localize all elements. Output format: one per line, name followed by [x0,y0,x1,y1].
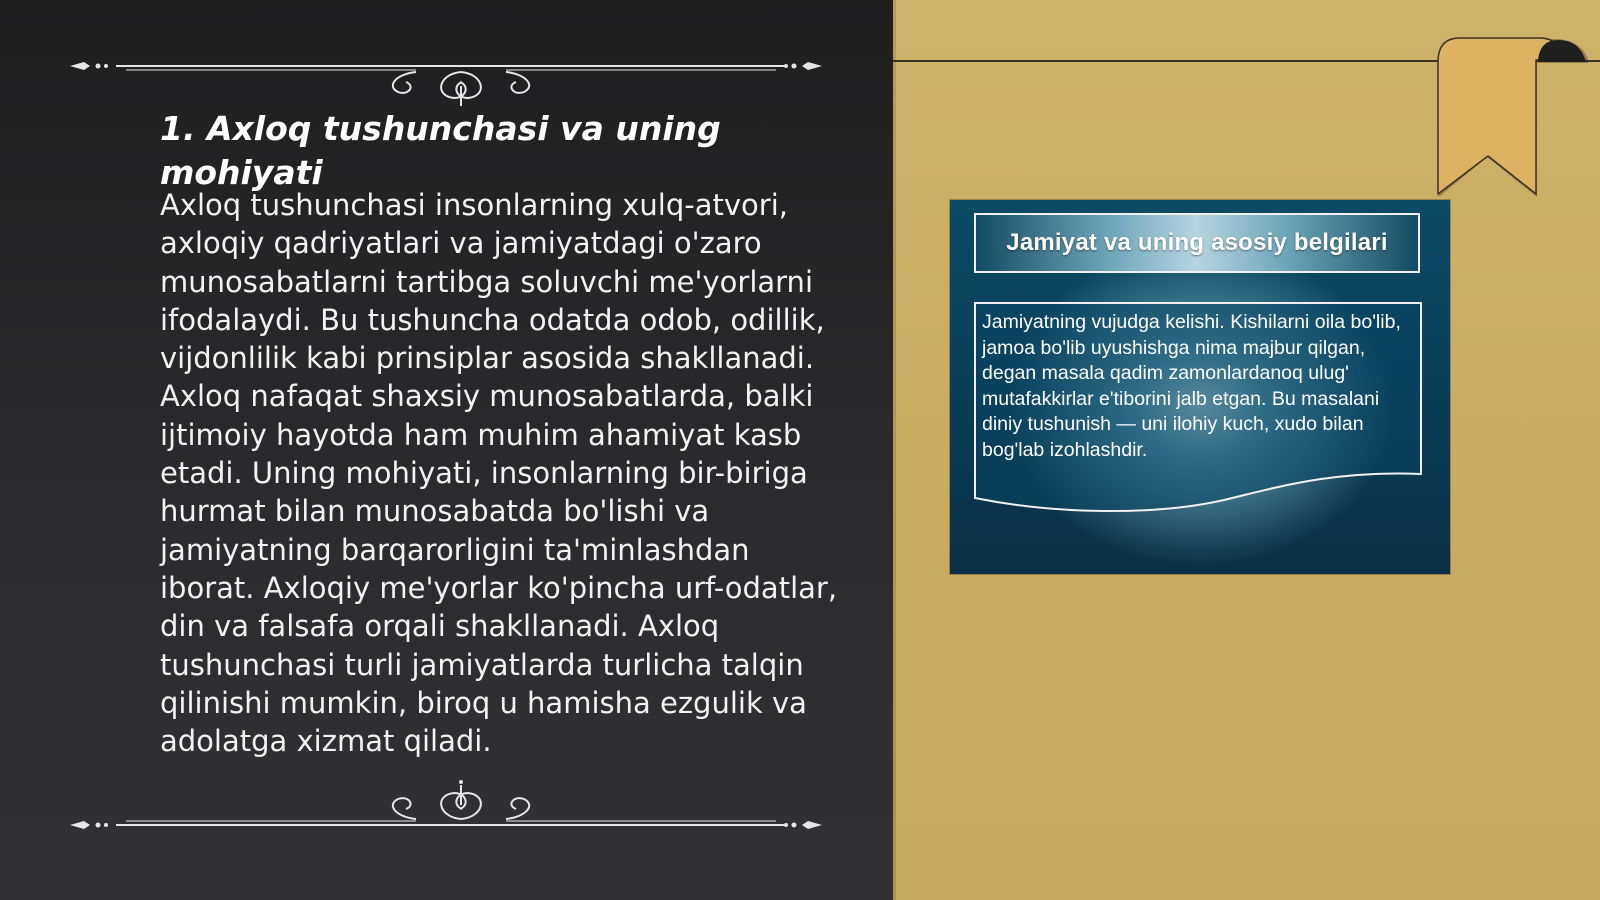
slide-title: 1. Axloq tushunchasi va uning mohiyati [160,109,721,192]
slide-body-text: Axloq tushunchasi insonlarning xulq-atvori, axloqiy qadriyatlari va jamiyatdagi o'zaro munosabatlarni tartibga soluvchi me'yorlarni ifodalaydi. Bu tushuncha odatda odob, odillik, vijdonlilik kabi prinsiplar asosida shakllanadi. Axloq nafaqat shaxsiy munosabatlarda, balki ijtimoiy hayotda ham muhim ahamiyat kasb etadi. Uning mohiyati, insonlarning bir-biriga hurmat bilan munosabatda bo'lishi va jamiyatning barqarorligini ta'minlashdan iborat. Axloqiy me'yorlar ko'pincha urf-odatlar, din va falsafa orqali shakllanadi. Axloq tushunchasi turli jamiyatlarda turlicha talqin qilinishi mumkin, biroq u hamisha ezgulik va adolatga xizmat qiladi. [160,188,838,759]
bookmark-ribbon-icon [1430,36,1588,198]
card-header [974,213,1420,273]
scroll-ornament-icon [66,46,826,106]
scroll-ornament-icon [66,770,826,830]
card-header-text: Jamiyat va uning asosiy belgilari [1006,229,1388,256]
card-body-text: Jamiyatning vujudga kelishi. Kishilarni oila bo'lib, jamoa bo'lib uyushishga nima majbur qilgan, degan masala qadim zamonlardanoq ulug' mutafakkirlar e'tiborini jalb etgan. Bu masalani diniy tushunish — uni ilohiy kuch, xudo bilan bog'lab izohlashdir. [982,311,1401,461]
image-card [950,200,1450,574]
